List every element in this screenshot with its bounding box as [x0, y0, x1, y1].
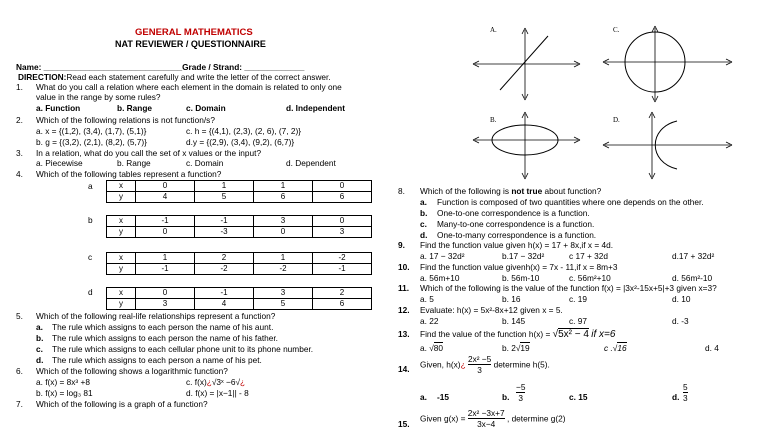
table-row: x 1 2 1 -2 — [107, 253, 372, 264]
q12-number: 12. — [398, 305, 410, 315]
q7-text: Which of the following is a graph of a function? — [36, 399, 208, 409]
q2-option-a[interactable]: a. x = {(1,2), (3,4), (1,7), (5,1)} — [36, 126, 147, 136]
table-row: y -1 -2 -2 -1 — [107, 264, 372, 275]
q10-number: 10. — [398, 262, 410, 272]
graph-d[interactable] — [603, 112, 732, 179]
table-d[interactable] — [106, 287, 372, 310]
table-row: x -1 -1 3 0 — [107, 216, 372, 227]
q1-option-a[interactable]: a. Function — [36, 103, 81, 113]
q8-letter-d: d. — [420, 230, 428, 240]
q1-text-line2: value in the range by some rules? — [36, 92, 161, 102]
q11-number: 11. — [398, 283, 410, 293]
q5-letter-a: a. — [36, 322, 43, 332]
q5-option-c[interactable]: The rule which assigns to each cellular phone unit to its phone number. — [52, 344, 314, 354]
q3-option-b[interactable]: b. Range — [117, 158, 151, 168]
q1-option-d[interactable]: d. Independent — [286, 103, 345, 113]
q14-option-b[interactable]: $\frac{-5}{3}$ — [516, 382, 526, 403]
q10-option-a[interactable]: a. 56m+10 — [420, 273, 460, 283]
q11-option-d[interactable]: d. 10 — [672, 294, 691, 304]
q9-text: Find the function value given h(x) = 17 + 8x,if x = 4d. — [420, 240, 614, 250]
q9-option-c[interactable]: c 17 + 32d — [569, 251, 608, 261]
q11-option-a[interactable]: a. 5 — [420, 294, 434, 304]
q3-text: In a relation, what do you call the set of x values or the input? — [36, 148, 262, 158]
table-c[interactable] — [106, 252, 372, 275]
q7-graphs — [470, 22, 750, 182]
q5-option-a[interactable]: The rule which assigns to each person the name of his aunt. — [52, 322, 274, 332]
graph-a-label: A. — [490, 26, 497, 34]
q10-text: Find the function value givenh(x) = 7x - 11,if x = 8m+3 — [420, 262, 618, 272]
q5-letter-b: b. — [36, 333, 44, 343]
q14-option-d-letter: d. — [672, 392, 680, 402]
table-a-letter: a — [88, 181, 93, 191]
q14-option-c[interactable]: c. 15 — [569, 392, 588, 402]
q4-number: 4. — [16, 169, 23, 179]
q13-text: Find the value of the function h(x) = √5x² − 4 if x=6 — [420, 329, 616, 340]
q8-option-d[interactable]: One-to-many correspondence is a function. — [437, 230, 597, 240]
q1-number: 1. — [16, 82, 23, 92]
table-c-letter: c — [88, 252, 93, 262]
q6-option-b[interactable]: b. f(x) = log₃ 81 — [36, 388, 93, 398]
q9-number: 9. — [398, 240, 405, 250]
graph-b-label: B. — [490, 116, 497, 124]
page-subtitle: NAT REVIEWER / QUESTIONNAIRE — [115, 39, 266, 49]
direction-text: Read each statement carefully and write the letter of the correct answer. — [66, 72, 331, 82]
q3-option-d[interactable]: d. Dependent — [286, 158, 336, 168]
q2-option-b[interactable]: b. g = {(3,2), (2,1), (8,2), (5,7)} — [36, 137, 147, 147]
table-b-letter: b — [88, 215, 93, 225]
q5-text: Which of the following real-life relationships represent a function? — [36, 311, 276, 321]
q8-option-c[interactable]: Many-to-one correspondence is a function. — [437, 219, 595, 229]
q5-letter-d: d. — [36, 355, 44, 365]
q2-text: Which of the following relations is not function/s? — [36, 115, 215, 125]
q5-number: 5. — [16, 311, 23, 321]
q9-option-b[interactable]: b.17 − 32d² — [502, 251, 545, 261]
q12-text: Evaluate: h(x) = 5x²-8x+12 given x = 5. — [420, 305, 563, 315]
q6-text: Which of the following shows a logarithmic function? — [36, 366, 228, 376]
direction-label: DIRECTION: — [18, 72, 67, 82]
q14-option-a-letter: a. — [420, 392, 427, 402]
q1-text: What do you call a relation where each element in the domain is related to only one — [36, 82, 342, 92]
graph-c-label: C. — [613, 26, 620, 34]
q11-option-b[interactable]: b. 16 — [502, 294, 521, 304]
q4-text: Which of the following tables represent a function? — [36, 169, 222, 179]
table-row: y 3 4 5 6 — [107, 299, 372, 310]
q6-option-d[interactable]: d. f(x) = |x−1|| - 8 — [186, 388, 249, 398]
table-b[interactable] — [106, 215, 372, 238]
q2-option-c[interactable]: c. h = {(4,1), (2,3), (2, 6), (7, 2)} — [186, 126, 302, 136]
q8-letter-b: b. — [420, 208, 428, 218]
q8-number: 8. — [398, 186, 405, 196]
q5-option-d[interactable]: The rule which assigns to each person a name of his pet. — [52, 355, 262, 365]
q14-text: Given, h(x)¿ $\frac{\text{2x² −5}}{3}$ determine h(5). — [420, 354, 550, 375]
table-d-letter: d — [88, 287, 93, 297]
q14-option-b-letter: b. — [502, 392, 510, 402]
q2-number: 2. — [16, 115, 23, 125]
q15-text: Given g(x) = $\frac{\text{2x² −3x+7}}{3x-4}$ , determine g(2) — [420, 408, 566, 429]
q14-number: 14. — [398, 364, 410, 374]
q1-option-b[interactable]: b. Range — [117, 103, 153, 113]
q13-number: 13. — [398, 329, 410, 339]
q2-option-d[interactable]: d.y = {(2,9), (3,4), (9,2), (6,7)} — [186, 137, 295, 147]
graph-d-label: D. — [613, 116, 620, 124]
q12-option-c[interactable]: c. 97 — [569, 316, 587, 326]
q12-option-d[interactable]: d. -3 — [672, 316, 689, 326]
q9-option-d[interactable]: d.17 + 32d² — [672, 251, 715, 261]
q8-letter-a: a. — [420, 197, 427, 207]
q6-option-c[interactable]: c. f(x)¿√3ˣ −6√¿ — [186, 377, 246, 387]
q13-option-b[interactable]: b. 2√19 — [502, 343, 530, 353]
q3-option-c[interactable]: c. Domain — [186, 158, 224, 168]
q7-number: 7. — [16, 399, 23, 409]
q5-option-b[interactable]: The rule which assigns to each person the name of his father. — [52, 333, 278, 343]
q3-number: 3. — [16, 148, 23, 158]
q12-option-b[interactable]: b. 145 — [502, 316, 526, 326]
q13-option-c[interactable]: c .√16 — [604, 343, 627, 353]
q12-option-a[interactable]: a. 22 — [420, 316, 439, 326]
q11-text: Which of the following is the value of the function f(x) = |3x²-15x+5|+3 given x=3? — [420, 283, 717, 293]
q10-option-b[interactable]: b. 56m-10 — [502, 273, 540, 283]
name-grade-line[interactable]: Name: ______________________________Grade / Strand: _____________ — [16, 62, 305, 72]
q6-option-a[interactable]: a. f(x) = 8x³ +8 — [36, 377, 90, 387]
q14-option-d[interactable]: $\frac{5}{3}$ — [683, 382, 688, 403]
table-row: x 0 1 1 0 — [107, 181, 372, 192]
q10-option-d[interactable]: d. 56m²-10 — [672, 273, 713, 283]
q6-number: 6. — [16, 366, 23, 376]
page-title: GENERAL MATHEMATICS — [135, 27, 253, 38]
graph-c[interactable] — [603, 26, 732, 102]
q8-letter-c: c. — [420, 219, 427, 229]
q3-option-a[interactable]: a. Piecewise — [36, 158, 83, 168]
q14-option-a[interactable]: -15 — [437, 392, 449, 402]
q5-letter-c: c. — [36, 344, 43, 354]
direction — [18, 72, 331, 82]
q11-option-c[interactable]: c. 19 — [569, 294, 587, 304]
q9-option-a[interactable]: a. 17 − 32d² — [420, 251, 465, 261]
q8-option-b[interactable]: One-to-one correspondence is a function. — [437, 208, 590, 218]
table-row: y 4 5 6 6 — [107, 192, 372, 203]
q8-text: Which of the following is not true about function? — [420, 186, 602, 196]
graph-b[interactable] — [473, 112, 580, 179]
table-row: y 0 -3 0 3 — [107, 227, 372, 238]
q13-option-a[interactable]: a. √80 — [420, 343, 444, 353]
q8-option-a[interactable]: Function is composed of two quantities where one depends on the other. — [437, 197, 704, 207]
q13-option-d[interactable]: d. 4 — [705, 343, 719, 353]
q1-option-c[interactable]: c. Domain — [186, 103, 226, 113]
q10-option-c[interactable]: c. 56m²+10 — [569, 273, 611, 283]
q15-number: 15. — [398, 419, 410, 429]
table-row: x 0 -1 3 2 — [107, 288, 372, 299]
table-a[interactable] — [106, 180, 372, 203]
graph-a[interactable] — [473, 26, 580, 100]
